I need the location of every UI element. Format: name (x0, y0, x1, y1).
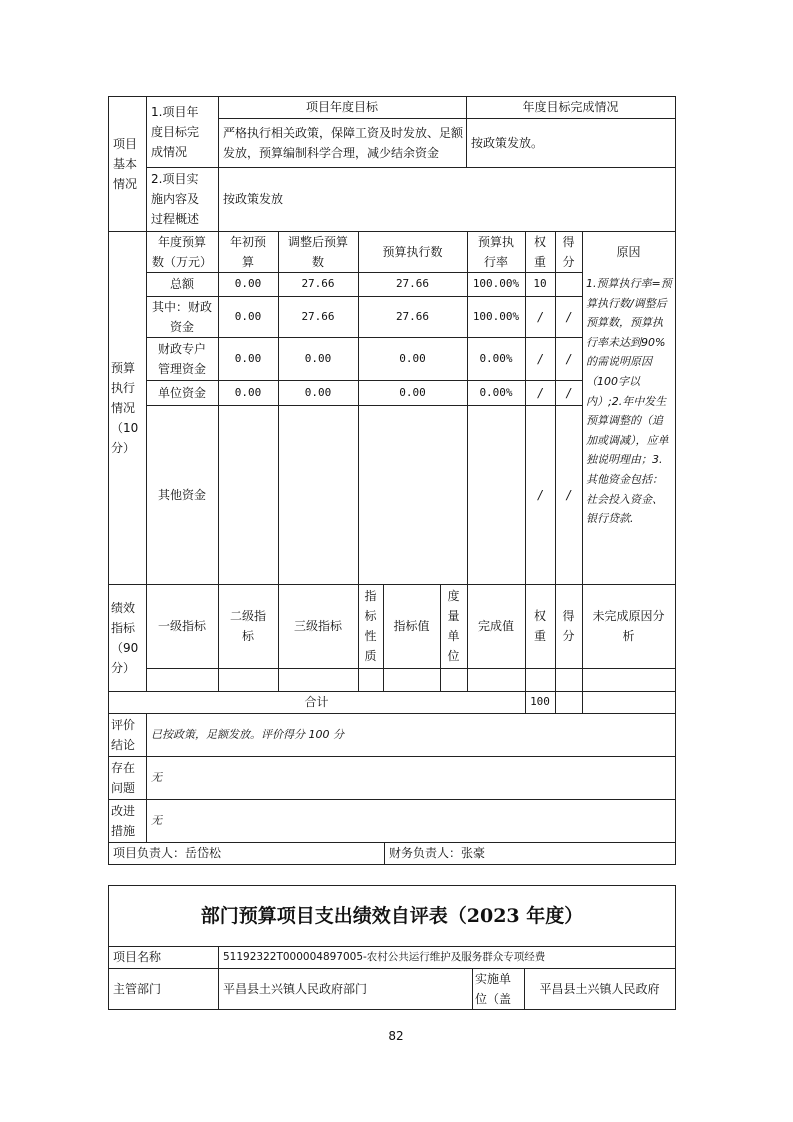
rule (108, 864, 676, 865)
completion-header: 年度目标完成情况 (522, 100, 619, 114)
page-number: 82 (388, 1029, 404, 1043)
budget-category: 其他资金 (157, 487, 206, 502)
budget-category: 单位资金 (157, 385, 206, 400)
budget-score: / (566, 487, 571, 502)
budget-weight: / (537, 385, 543, 400)
conclusion-label: 评价 结论 (111, 717, 136, 752)
conclusion-text: 已按政策，足额发放。评价得分 100 分 (151, 727, 344, 741)
budget-initial: 0.00 (234, 309, 262, 323)
dept-label: 主管部门 (113, 981, 162, 996)
budget-adjusted: 0.00 (304, 351, 332, 365)
budget-weight: 10 (533, 277, 547, 290)
budget-header-reason: 原因 (616, 244, 641, 259)
perf-header-score: 得 分 (562, 609, 575, 643)
budget-initial: 0.00 (234, 385, 262, 399)
perf-header-weight: 权 重 (533, 609, 546, 643)
budget-rate (467, 405, 525, 584)
budget-initial (218, 405, 278, 584)
budget-header-adjusted: 调整后预算 数 (287, 234, 348, 269)
budget-weight: / (537, 309, 543, 324)
budget-category: 总额 (169, 277, 194, 291)
project-lead: 项目负责人：岳岱松 (113, 846, 222, 860)
budget-header-rate: 预算执 行率 (477, 234, 514, 269)
budget-weight: / (537, 487, 543, 502)
perf-header-nature: 指 标 性 质 (364, 589, 377, 663)
goal-header: 项目年度目标 (305, 100, 378, 114)
total-weight: 100 (530, 695, 550, 708)
rule (146, 668, 676, 669)
perf-header-value: 指标值 (393, 619, 430, 633)
project-name-value: 51192322T000004897005-农村公共运行维护及服务群众专项经费 (223, 951, 546, 963)
budget-score: / (566, 351, 571, 366)
measures-text: 无 (151, 813, 162, 827)
budget-rate: 100.00% (472, 309, 520, 323)
budget-header-initial: 年初预 算 (229, 234, 266, 269)
budget-executed: 27.66 (395, 277, 430, 290)
budget-executed: 0.00 (399, 351, 426, 365)
completion-text: 按政策发放。 (471, 135, 544, 150)
goal-text: 严格执行相关政策，保障工资及时发放、足额 发放，预算编制科学合理，减少结余资金 (223, 125, 464, 160)
project-name-label: 项目名称 (113, 950, 162, 964)
perf-header-unit: 度 量 单 位 (447, 589, 460, 663)
impl-unit-value: 平昌县土兴镇人民政府 (539, 981, 660, 996)
budget-initial: 0.00 (234, 351, 262, 365)
budget-header-category: 年度预算 数（万元） (151, 234, 212, 269)
budget-executed (358, 405, 467, 584)
budget-initial: 0.00 (234, 277, 262, 290)
budget-header-score: 得 分 (562, 234, 575, 269)
budget-adjusted: 27.66 (301, 309, 335, 323)
budget-rate: 0.00% (479, 385, 513, 399)
budget-label: 预算 执行 情况 （10 分） (111, 360, 139, 455)
total-score (555, 691, 582, 713)
impl-text: 按政策发放 (223, 192, 284, 206)
perf-header-level3: 三级指标 (293, 619, 342, 633)
budget-rate: 100.00% (472, 277, 520, 290)
form-title: 部门预算项目支出绩效自评表（2023 年度） (200, 904, 584, 927)
problems-label: 存在 问题 (111, 760, 136, 795)
rule (108, 1009, 676, 1010)
basic-info-label: 项目 基本 情况 (113, 136, 138, 191)
budget-score: / (566, 309, 571, 324)
impl-label: 2.项目实 施内容及 过程概述 (151, 172, 200, 226)
measures-label: 改进 措施 (111, 803, 136, 838)
budget-executed: 0.00 (399, 385, 426, 399)
budget-adjusted: 0.00 (304, 385, 332, 399)
impl-unit-label: 实施单 位（盖 (475, 971, 512, 1006)
finance-lead: 财务负责人：张豪 (389, 846, 486, 860)
budget-reason-note: 1.预算执行率=预算执行数/调整后预算数，预算执行率未达到90%的需说明原因（100字以内）;2.年中发生预算调整的（追加或调减），应单独说明理由；3.其他资金包括：社会投入资金、银行贷款. (586, 277, 672, 526)
performance-label: 绩效 指标 （90 分） (111, 600, 139, 675)
problems-text: 无 (151, 770, 162, 784)
perf-header-completed: 完成值 (477, 619, 514, 633)
budget-weight: / (537, 351, 543, 366)
total-label: 合计 (304, 695, 329, 709)
dept-value: 平昌县土兴镇人民政府部门 (223, 981, 368, 996)
budget-category: 其中：财政 资金 (151, 299, 212, 334)
budget-score (555, 272, 582, 296)
budget-score: / (566, 385, 571, 400)
perf-header-level1: 一级指标 (157, 619, 206, 633)
budget-adjusted (278, 405, 358, 584)
goal-label: 1.项目年 度目标完 成情况 (151, 105, 200, 159)
budget-header-executed: 预算执行数 (382, 244, 443, 259)
rule (675, 96, 676, 865)
budget-adjusted: 27.66 (301, 277, 335, 290)
perf-header-level2: 二级指 标 (229, 609, 266, 643)
budget-rate: 0.00% (479, 351, 513, 365)
budget-category: 财政专户 管理资金 (157, 341, 206, 376)
perf-header-analysis: 未完成原因分 析 (592, 609, 665, 643)
budget-executed: 27.66 (395, 309, 430, 323)
budget-header-weight: 权 重 (533, 234, 546, 269)
